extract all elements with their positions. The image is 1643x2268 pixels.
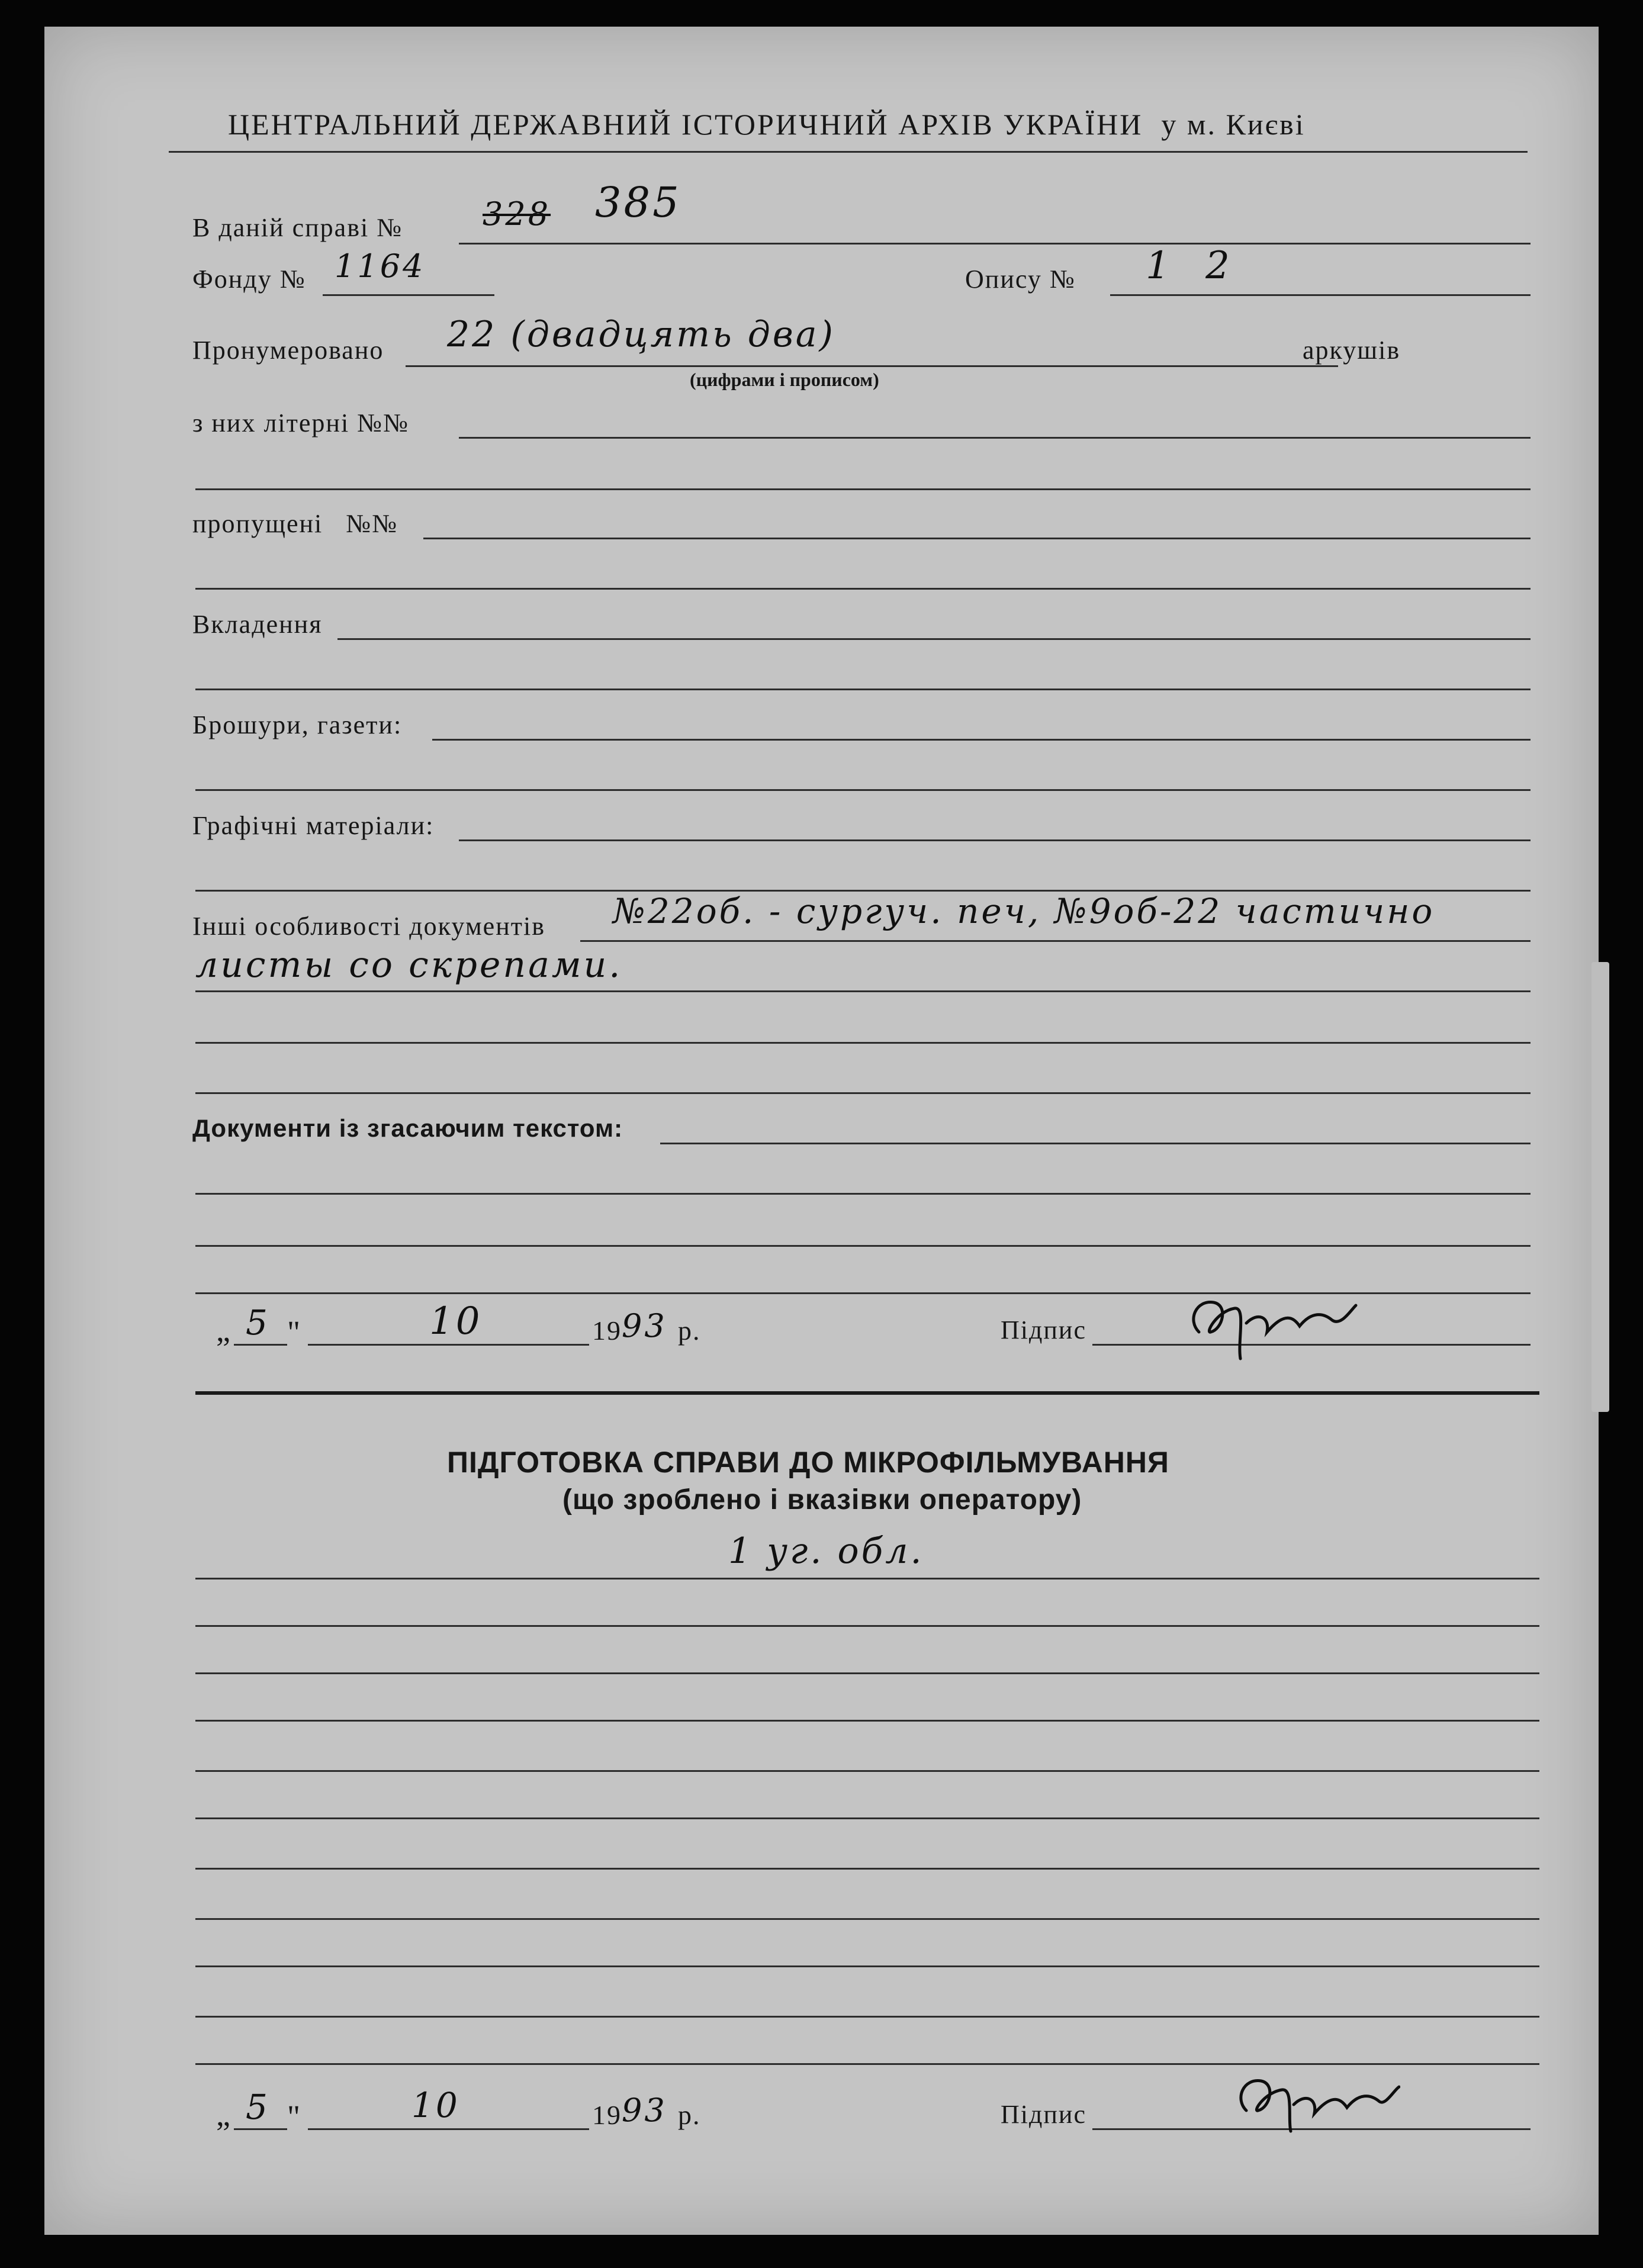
other-line-4 (195, 1092, 1531, 1094)
other-line (580, 940, 1531, 942)
case-value-struck: 328 (483, 195, 551, 233)
other-value-1: №22об. - сургуч. печ, №9об-22 частично (613, 891, 1435, 931)
date2-day-line (234, 2128, 287, 2130)
date1-month: 10 (429, 1299, 483, 1343)
lettered-line (459, 437, 1531, 439)
other-value-2: листы со скрепами. (195, 944, 623, 986)
skipped-line-2 (195, 588, 1531, 590)
case-value: 385 (595, 178, 681, 227)
graphic-line (459, 839, 1531, 841)
archive-name: ЦЕНТРАЛЬНИЙ ДЕРЖАВНИЙ ІСТОРИЧНИЙ АРХІВ УКРАЇНИ (228, 108, 1143, 141)
header-underline (169, 151, 1528, 153)
date2-day: 5 (246, 2087, 270, 2127)
brochures-line-2 (195, 789, 1531, 791)
section2-note: 1 уг. обл. (728, 1530, 924, 1572)
section2-title: ПІДГОТОВКА СПРАВИ ДО МІКРОФІЛЬМУВАННЯ (447, 1446, 1169, 1479)
opys-label: Опису № (965, 265, 1076, 294)
case-label: В даній справі № (192, 213, 403, 242)
section2-line-6 (195, 1817, 1539, 1819)
date1-close-quote: " (287, 1314, 302, 1350)
date2-year-unit: р. (678, 2100, 701, 2130)
date2-open-quote: „ (216, 2097, 232, 2132)
opys-value: 1 2 (1146, 244, 1242, 288)
section2-line-9 (195, 1965, 1539, 1967)
signature-2-mark (1223, 2063, 1400, 2140)
brochures-line (432, 739, 1531, 741)
section2-line-7 (195, 1868, 1539, 1870)
fond-label: Фонду № (192, 265, 306, 294)
archive-form-sheet (44, 27, 1599, 2235)
skipped-label: пропущені №№ (192, 509, 398, 538)
other-line-3 (195, 1042, 1531, 1044)
date2-close-quote: " (287, 2099, 302, 2134)
date1-year-suffix: 93 (622, 1307, 667, 1344)
brochures-label: Брошури, газети: (192, 710, 403, 739)
date1-year-unit: р. (678, 1315, 701, 1346)
section2-line-4 (195, 1720, 1539, 1722)
section2-line-1 (195, 1578, 1539, 1579)
date1-day: 5 (246, 1302, 270, 1343)
date1-day-line (234, 1344, 287, 1346)
numbered-label: Пронумеровано (192, 336, 384, 365)
section2-line-2 (195, 1625, 1539, 1627)
signature1-label: Підпис (1001, 1315, 1087, 1344)
opys-line (1110, 294, 1531, 296)
archive-title (228, 110, 1306, 139)
signature2-label: Підпис (1001, 2100, 1087, 2129)
fond-line (323, 294, 494, 296)
date2-year-suffix: 93 (622, 2092, 667, 2129)
date2-year-prefix: 19 (592, 2100, 622, 2130)
numbered-line (406, 365, 1338, 367)
fading-line-2 (195, 1193, 1531, 1195)
archive-location: у м. Києві (1161, 108, 1306, 141)
enclosures-label: Вкладення (192, 610, 323, 639)
section2-line-8 (195, 1918, 1539, 1920)
graphic-label: Графічні матеріали: (192, 811, 435, 840)
section2-line-5 (195, 1770, 1539, 1772)
section-divider (195, 1391, 1539, 1395)
other-label: Інші особливості документів (192, 912, 545, 941)
numbered-hint: (цифрами і прописом) (690, 369, 879, 390)
section2-line-3 (195, 1672, 1539, 1674)
signature-1-mark (1181, 1276, 1359, 1365)
numbered-value: 22 (двадцять два) (447, 314, 835, 355)
section2-line-10 (195, 2016, 1539, 2018)
date2-month-line (308, 2128, 589, 2130)
enclosures-line (337, 638, 1531, 640)
date1-month-line (308, 1344, 589, 1346)
fading-line (660, 1143, 1531, 1144)
fading-label: Документи із згасаючим текстом: (192, 1114, 623, 1142)
date2-month: 10 (411, 2085, 460, 2125)
fond-value: 1164 (335, 247, 426, 285)
skipped-line (423, 538, 1531, 539)
section2-subtitle: (що зроблено і вказівки оператору) (562, 1484, 1082, 1516)
case-line (459, 243, 1531, 245)
sheets-label: аркушів (1303, 336, 1401, 365)
lettered-line-2 (195, 488, 1531, 490)
fading-line-3 (195, 1245, 1531, 1247)
enclosures-line-2 (195, 689, 1531, 690)
date1-open-quote: „ (216, 1312, 232, 1348)
lettered-label: з них літерні №№ (192, 408, 410, 437)
date1-year-prefix: 19 (592, 1315, 622, 1346)
other-line-2 (195, 990, 1531, 992)
